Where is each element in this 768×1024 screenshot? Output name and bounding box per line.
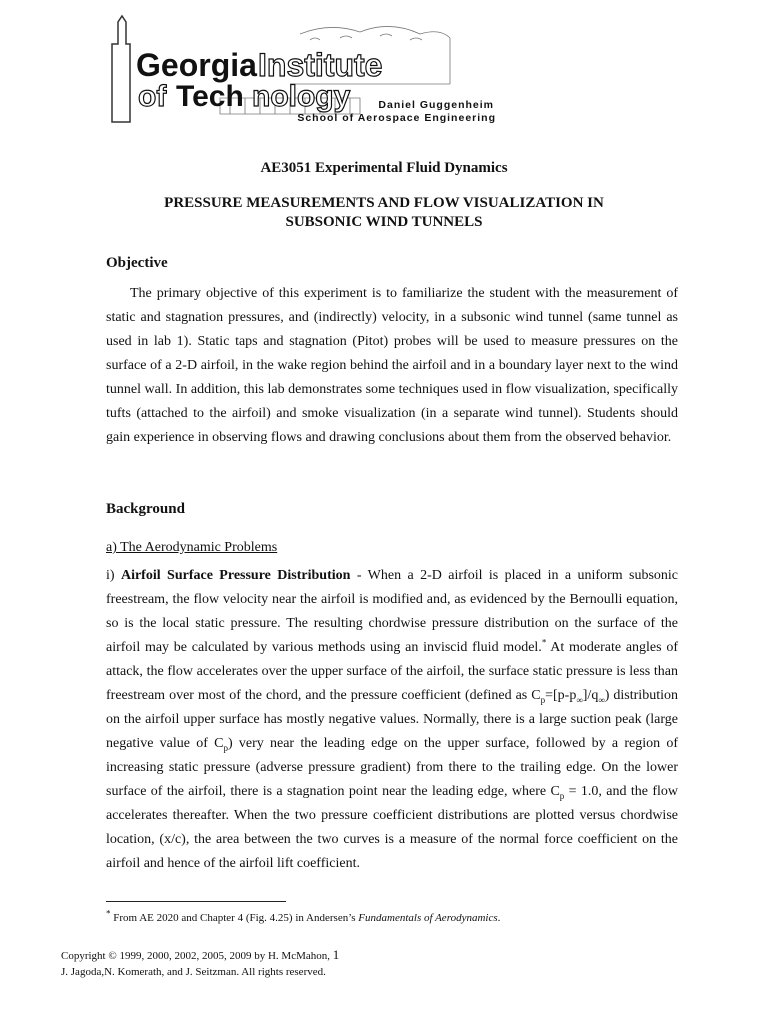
logo-word-of: of (138, 80, 167, 113)
footnote-text-b: . (497, 912, 501, 924)
footnote (106, 908, 501, 924)
document-title-line1: PRESSURE MEASUREMENTS AND FLOW VISUALIZATION IN (164, 195, 604, 211)
subscript-infinity: ∞ (598, 694, 605, 705)
logo-word-institute: Institute (258, 47, 383, 83)
para-lead: i) (106, 568, 121, 583)
page-number: 1 (332, 947, 340, 962)
georgia-tech-logo (100, 14, 500, 132)
background-heading: Background (106, 501, 185, 517)
course-title: AE3051 Experimental Fluid Dynamics (260, 160, 508, 176)
para-text-e: ) distribution on the airfoil upper surface has mostly negative values. Normally, there is a large suction peak (large negative value of C (106, 688, 678, 751)
para-text-b: At moderate angles of attack, the flow accelerates over the upper surface of the airfoil, the surface static pressure is less than freestream over most of the chord, and the pressure coefficient (defined as C (106, 640, 678, 703)
subscript-infinity: ∞ (576, 694, 583, 705)
copyright-notice (61, 947, 339, 980)
logo-word-tech: Tech (176, 80, 244, 113)
para-bold-term: Airfoil Surface Pressure Distribution (120, 568, 351, 583)
airfoil-pressure-paragraph (106, 564, 678, 876)
logo-dept-line1: Daniel Guggenheim (378, 99, 494, 111)
footnote-text-a: From AE 2020 and Chapter 4 (Fig. 4.25) in Andersen’s (110, 912, 359, 924)
footnote-divider (106, 901, 286, 902)
document-title-line2: SUBSONIC WIND TUNNELS (285, 214, 483, 230)
logo-word-nology: nology (252, 80, 351, 113)
para-text-f: ) very near the leading edge on the upper surface, followed by a region of increasing static pressure (adverse pressure gradient) from there to the trailing edge. On the lower surface of the airfoil, there is a stagnation point near the leading edge, where C (106, 736, 678, 799)
subscript-p: p (540, 694, 546, 705)
para-text-c: =[p-p (545, 688, 577, 703)
para-text-d: ]/q (582, 688, 599, 703)
subscript-p: p (559, 790, 565, 801)
para-text-a: - When a 2-D airfoil is placed in a uniform subsonic freestream, the flow velocity near the airfoil is modified and, as evidenced by the Bernoulli equation, so is the local static pressure. The resulting chordwise pressure distribution on the surface of the airfoil may be calculated by various methods using an inviscid fluid model. (106, 568, 679, 655)
para-text-g: = 1.0, and the flow accelerates thereafter. When the two pressure coefficient distributions are plotted versus chordwise location, (x/c), the area between the two curves is a measure of the normal force coefficient on the airfoil and hence of the airfoil lift coefficient. (106, 784, 679, 871)
background-subheading: a) The Aerodynamic Problems (106, 540, 278, 555)
logo-graphic (100, 14, 500, 132)
objective-heading: Objective (106, 255, 168, 271)
footnote-mark: * (106, 908, 111, 919)
tech-tower-silhouette (112, 16, 130, 122)
objective-paragraph (106, 282, 678, 450)
objective-text: The primary objective of this experiment is to familiarize the student with the measurement of static and stagnation pressures, and (indirectly) velocity, in a subsonic wind tunnel (same tunnel as used in lab 1). Static taps and stagnation (Pitot) probes will be used to measure pressures on the surface of a 2-D airfoil, in the wake region behind the airfoil and in a boundary layer next to the wind tunnel wall. In addition, this lab demonstrates some techniques used in flow visualization, specifically tufts (attached to the airfoil) and smoke visualization (in a separate wind tunnel). Students should gain experience in observing flows and drawing conclusions about them from the observed behavior. (106, 286, 678, 445)
copyright-line1: Copyright © 1999, 2000, 2002, 2005, 2009 by H. McMahon, (61, 950, 333, 962)
subscript-p: p (223, 742, 228, 753)
logo-word-georgia: Georgia (136, 47, 257, 83)
document-title (0, 194, 768, 232)
logo-dept-line2: School of Aerospace Engineering (297, 112, 496, 124)
footnote-ref: * (541, 637, 547, 648)
footnote-book-title: Fundamentals of Aerodynamics (358, 912, 498, 924)
copyright-line2: J. Jagoda,N. Komerath, and J. Seitzman. All rights reserved. (61, 966, 326, 978)
